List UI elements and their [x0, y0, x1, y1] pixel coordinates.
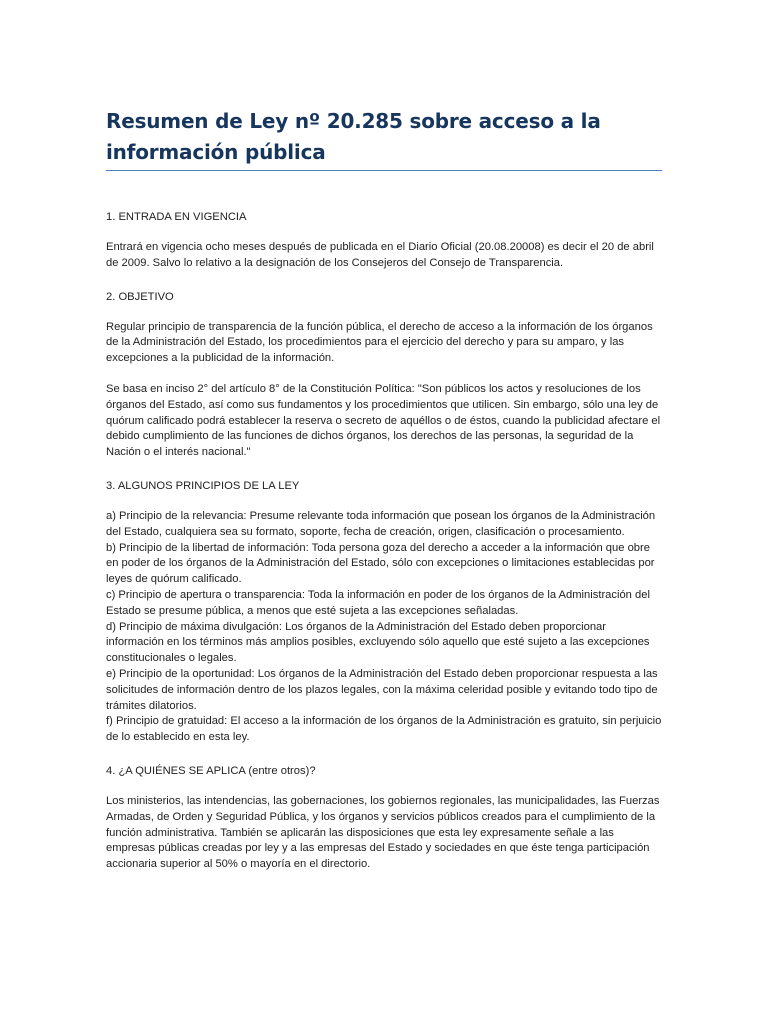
principle-item-gratuidad: f) Principio de gratuidad: El acceso a la información de los órganos de la Administración es gratuito, sin perjuicio de lo establecido en esta ley. [106, 715, 662, 744]
paragraph-objetivo: Regular principio de transparencia de la función pública, el derecho de acceso a la información de los órganos de la Administración del Estado, los procedimientos para el ejercicio del derecho y para su amparo, y las excepciones a la publicidad de la información. [106, 320, 653, 365]
document-page [106, 106, 662, 873]
principles-list [106, 509, 662, 746]
section-heading-entrada-en-vigencia: 1. ENTRADA EN VIGENCIA [106, 211, 247, 223]
paragraph-a-quienes: Los ministerios, las intendencias, las gobernaciones, los gobiernos regionales, las municipalidades, las Fuerzas Armadas, de Orden y Seguridad Pública, y los órganos y servicios públicos creados para el cumplimiento de la función administrativa. También se aplicarán las disposiciones que esta ley expresamente señale a las empresas públicas creadas por ley y a las empresas del Estado y sociedades en que éste tenga participación accionaria superior al 50% o mayoría en el directorio. [106, 794, 660, 871]
principle-item-oportunidad: e) Principio de la oportunidad: Los órganos de la Administración del Estado deben proporcionar respuesta a las solicitudes de información dentro de los plazos legales, con la máxima celeridad posible y evitando todo tipo de trámites dilatorios. [106, 667, 658, 712]
principle-item-divulgacion: d) Principio de máxima divulgación: Los órganos de la Administración del Estado deben proporcionar información en los términos más amplios posibles, excluyendo sólo aquello que esté sujeto a las excepciones constitucionales o legales. [106, 620, 650, 665]
paragraph-entrada-en-vigencia: Entrará en vigencia ocho meses después de publicada en el Diario Oficial (20.08.20008) es decir el 20 de abril de 2009. Salvo lo relativo a la designación de los Consejeros del Consejo de Transparencia. [106, 241, 654, 269]
section-heading-a-quienes: 4. ¿A QUIÉNES SE APLICA (entre otros)? [106, 764, 316, 777]
paragraph-constitucion: Se basa en inciso 2° del artículo 8° de la Constitución Política: "Son públicos los actos y resoluciones de los órganos del Estado, así como sus fundamentos y los procedimientos que utilicen. Sin embargo, sólo una ley de quórum calificado podrá establecer la reserva o secreto de aquéllos o de éstos, cuando la publicidad afectare el debido cumplimiento de las funciones de dichos órganos, los derechos de las personas, la seguridad de la Nación o el interés nacional." [106, 382, 661, 459]
document-title: Resumen de Ley nº 20.285 sobre acceso a la información pública [106, 106, 662, 171]
principle-item-relevancia: a) Principio de la relevancia: Presume relevante toda información que posean los órganos de la Administración del Estado, cualquiera sea su formato, soporte, fecha de creación, origen, clasificación o procesamiento. [106, 509, 656, 538]
principle-item-libertad: b) Principio de la libertad de información: Toda persona goza del derecho a acceder a la información que obre en poder de los órganos de la Administración del Estado, sólo con excepciones o limitaciones establecidas por leyes de quórum calificado. [106, 541, 655, 586]
section-heading-principios: 3. ALGUNOS PRINCIPIOS DE LA LEY [106, 479, 300, 492]
principle-item-apertura: c) Principio de apertura o transparencia: Toda la información en poder de los órganos de la Administración del Estado se presume pública, a menos que esté sujeta a las excepciones señaladas. [106, 588, 650, 617]
section-heading-objetivo: 2. OBJETIVO [106, 290, 174, 303]
